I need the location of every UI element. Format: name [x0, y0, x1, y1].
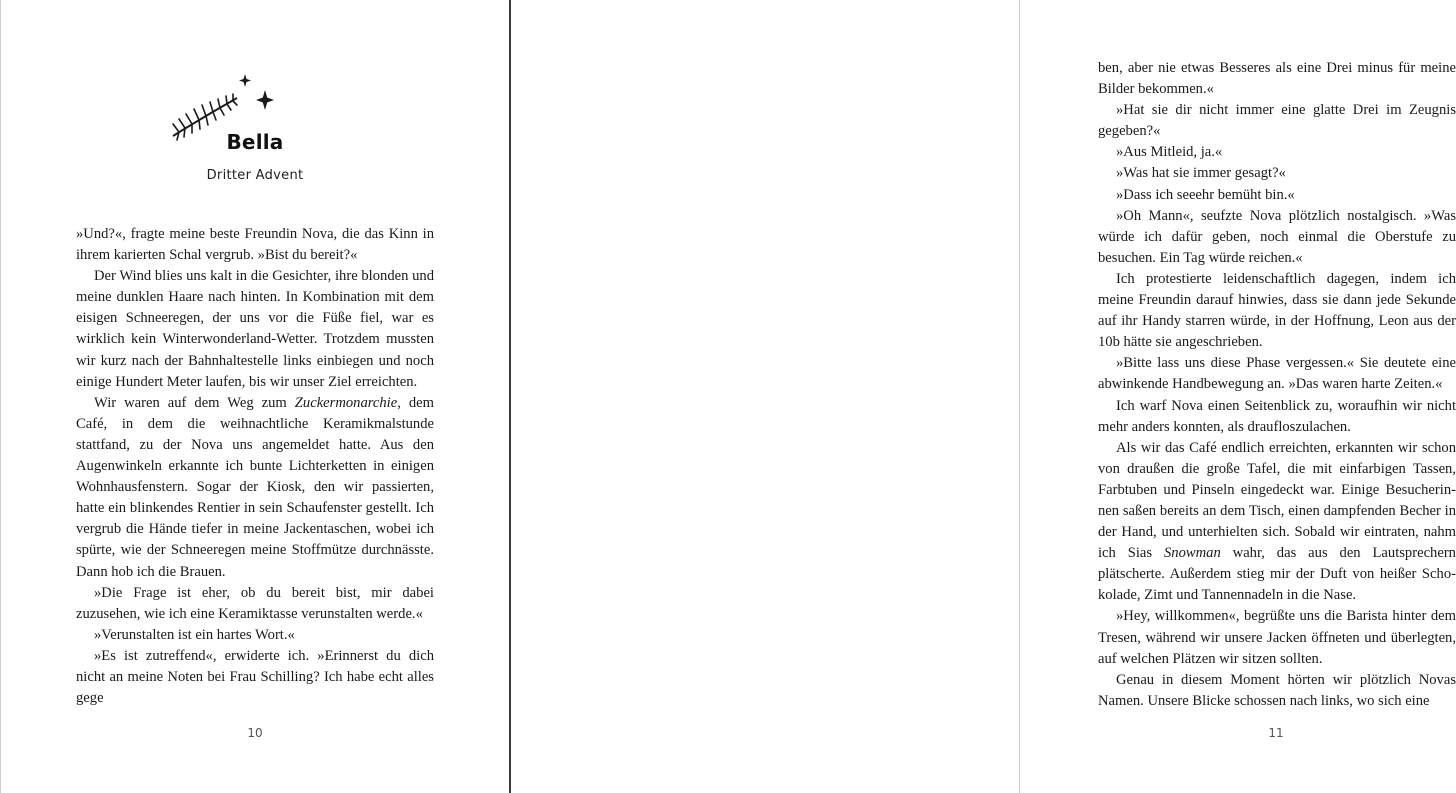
paragraph: »Dass ich seeehr bemüht bin.«	[1116, 186, 1295, 203]
paragraph: »Die Frage ist eher, ob du bereit bist, mir dabei zuzusehen, wie ich eine Keramiktasse verunstalten werde.«	[76, 584, 434, 622]
paragraph: Ich protestierte leidenschaftlich dagegen, indem ich meine Freundin darauf hinwies, dass sie dann jede Sekunde auf ihr Handy starren würde, in der Hoffnung, Leon aus der 10b hätte sie angeschrieben.	[1098, 270, 1456, 351]
page-number-left: 10	[247, 726, 263, 740]
paragraph: »Aus Mitleid, ja.«	[1116, 144, 1223, 161]
left-page-body	[76, 224, 434, 709]
paragraph: »Was hat sie immer gesagt?«	[1116, 165, 1286, 182]
paragraph: ben, aber nie etwas Besseres als eine Drei minus für meine Bilder bekommen.«	[1098, 60, 1456, 98]
italic-term: Snowman	[1163, 545, 1221, 562]
paragraph: »Oh Mann«, seufzte Nova plötzlich nostalgisch. »Was würde ich dafür geben, noch einmal die Oberstufe zu besuchen. Ein Tag würde reichen.«	[1098, 207, 1456, 266]
chapter-title: Bella	[226, 130, 284, 154]
paragraph: Wir waren auf dem Weg zum Zuckermonarchie, dem Café, in dem die weihnachtliche Keramikmalstunde stattfand, zu der Nova uns angemeldet hatte. Aus den Augenwinkeln erkannte ich bunte Lichterketten in einigen Wohnhausfenstern. Sogar der Kiosk, den wir passierten, hatte ein blinkendes Rentier in sein Schaufenster gestellt. Ich vergrub die Hände tiefer in meine Jackentaschen, wobei ich spürte, wie der Schneeregen meine Stoffmütze durchnässte. Dann hob ich die Brauen.	[76, 394, 434, 580]
paragraph: »Verunstalten ist ein hartes Wort.«	[94, 626, 295, 643]
right-page-body	[1098, 58, 1456, 712]
paragraph: Ich warf Nova einen Seitenblick zu, woraufhin wir nicht mehr anders konnten, als draufloszulachen.	[1098, 397, 1456, 435]
left-page-edge	[0, 0, 1, 793]
italic-term: Zuckermonarchie	[294, 394, 398, 411]
paragraph: »Hey, willkommen«, begrüßte uns die Barista hinter dem Tresen, während wir unsere Jacken öffneten und überlegten, auf welchen Plätzen wir sitzen sollten.	[1098, 608, 1456, 667]
paragraph: Genau in diesem Moment hörten wir plötzlich Novas Namen. Unsere Blicke schossen nach links, wo sich eine	[1098, 671, 1456, 709]
paragraph: »Bitte lass uns diese Phase vergessen.« Sie deutete eine abwinkende Handbewegung an. »Das waren harte Zeiten.«	[1098, 355, 1456, 393]
paragraph: Als wir das Café endlich erreichten, erkannten wir schon von draußen die große Tafel, die mit einfarbigen Tassen, Farbtuben und Pinseln eingedeckt war. Einige Besucherinnen saßen bereits an dem Tisch, einen dampfenden Becher in der Hand, und unterhielten sich. Sobald wir eintraten, nahm ich Sias Snowman wahr, das aus den Lautsprechern plätscherte. Außerdem stieg mir der Duft von heißer Schokolade, Zimt und Tannennadeln in die Nase.	[1098, 439, 1456, 604]
paragraph: »Hat sie dir nicht immer eine glatte Drei im Zeugnis gegeben?«	[1098, 102, 1456, 140]
paragraph: Der Wind blies uns kalt in die Gesichter, ihre blonden und meine dunklen Haare nach hinten. In Kombination mit dem eisigen Schneeregen, der uns vor die Füße fiel, war es wirklich kein Winterwonderland-Wetter. Trotzdem mussten wir kurz nach der Bahnhaltestelle links einbiegen und noch einige Hundert Meter laufen, bis wir unser Ziel erreichten.	[76, 268, 434, 390]
paragraph: »Und?«, fragte meine beste Freundin Nova, die das Kinn in ihrem karierten Schal vergrub. »Bist du bereit?«	[76, 226, 434, 264]
chapter-subtitle: Dritter Advent	[206, 168, 304, 183]
page-number-right: 11	[1268, 726, 1284, 740]
right-page	[511, 0, 1456, 793]
left-page	[0, 0, 510, 793]
paragraph: »Es ist zutreffend«, erwiderte ich. »Erinnerst du dich nicht an meine Noten bei Frau Schilling? Ich habe echt alles gege	[76, 647, 434, 707]
right-page-edge	[1019, 0, 1020, 793]
